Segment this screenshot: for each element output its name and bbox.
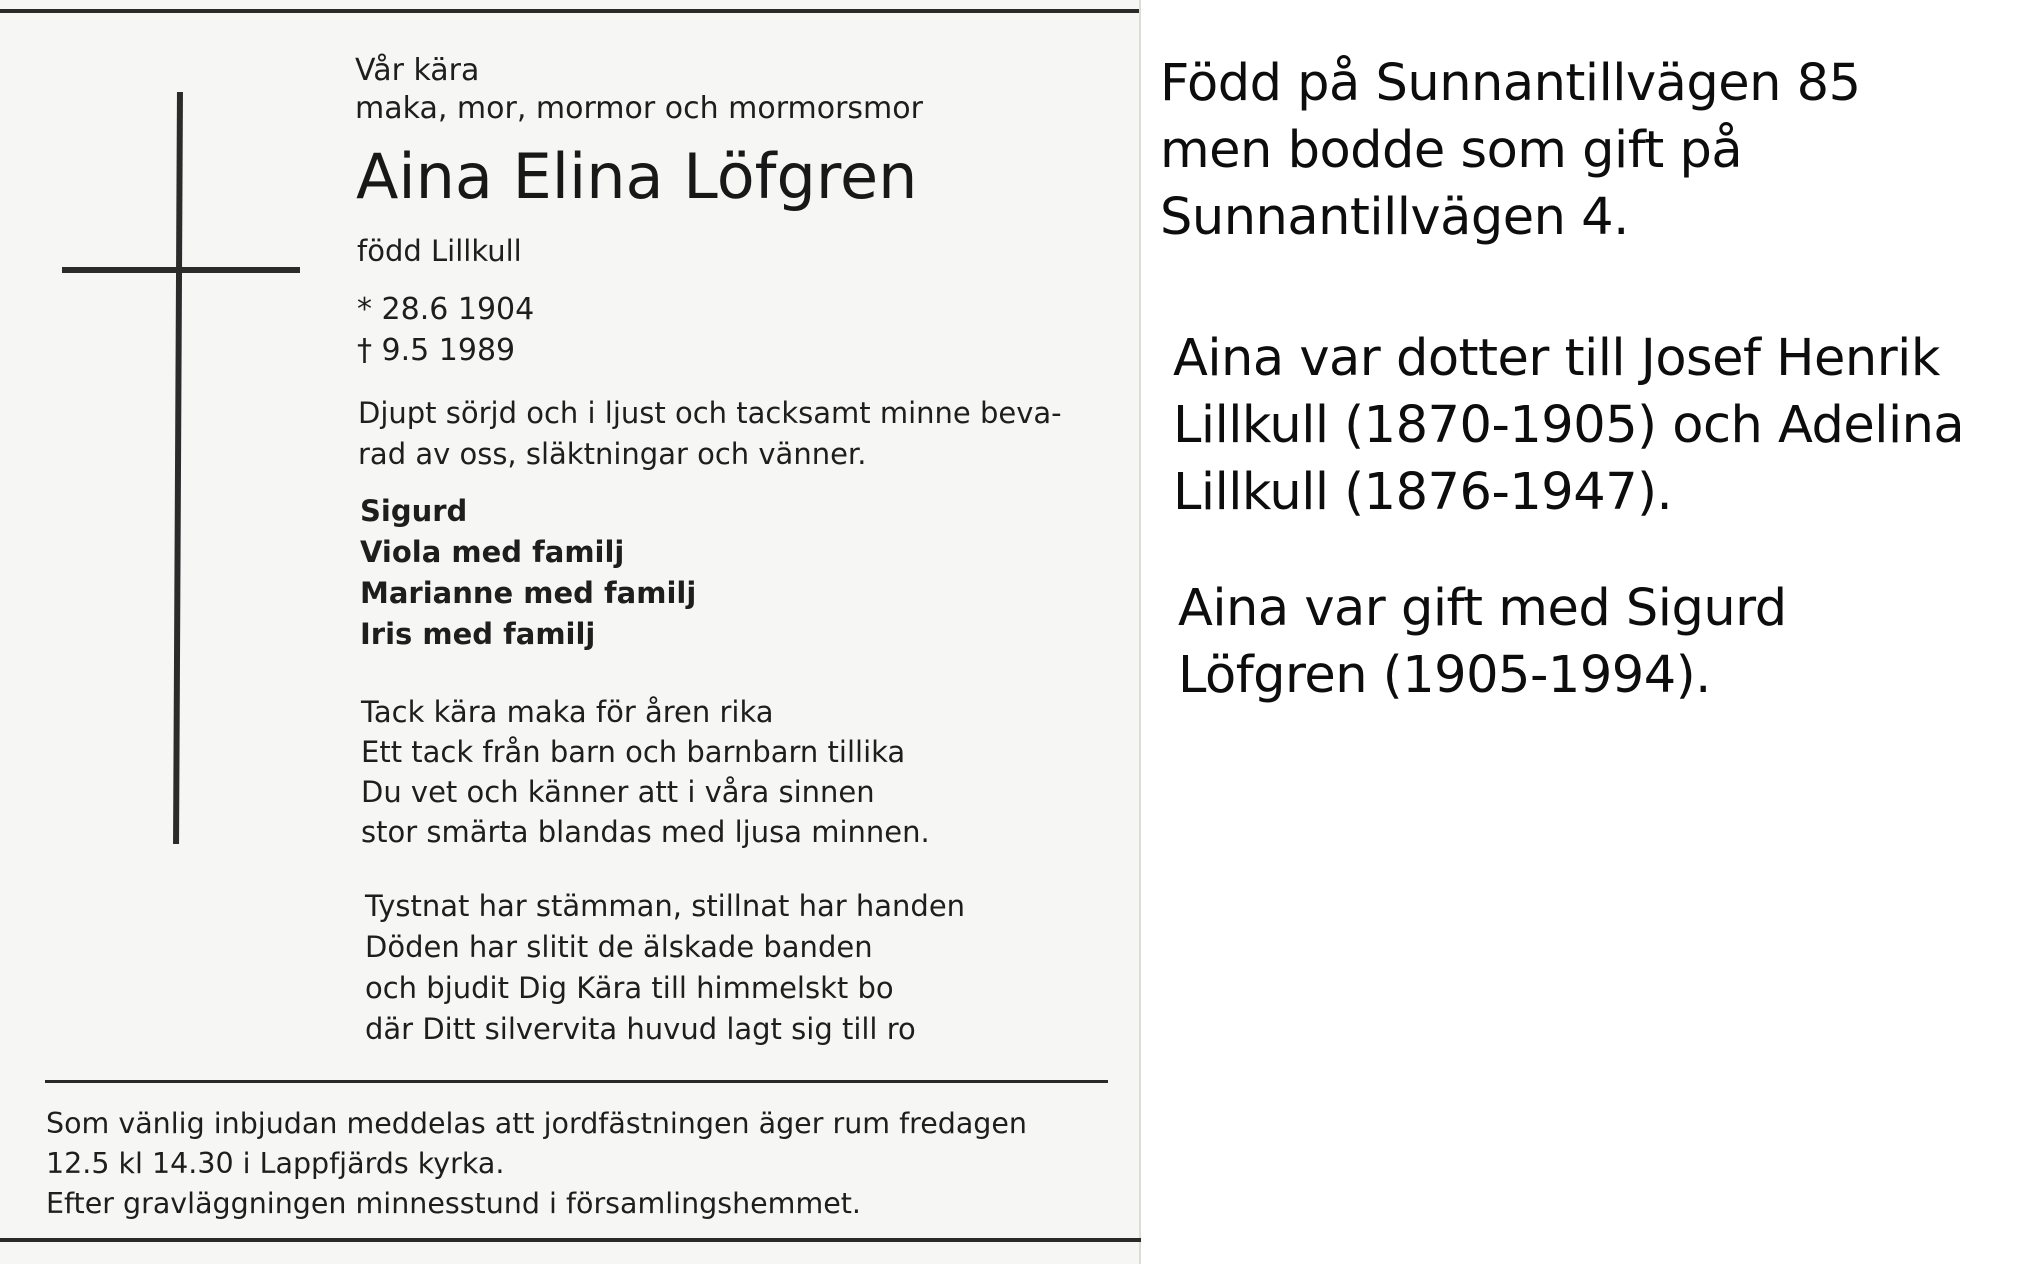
mourner: Marianne med familj	[360, 576, 697, 610]
annotation-line: Lillkull (1870-1905) och Adelina	[1173, 396, 1965, 455]
poem-line: och bjudit Dig Kära till himmelskt bo	[365, 971, 894, 1005]
maiden-name: född Lillkull	[357, 234, 522, 268]
annotation-line: men bodde som gift på	[1160, 121, 1743, 180]
annotation-spouse	[1178, 575, 1787, 709]
annotation-line: Aina var gift med Sigurd	[1178, 579, 1787, 638]
poem-line: Ett tack från barn och barnbarn tillika	[361, 735, 906, 769]
poem-line: Tack kära maka för åren rika	[361, 695, 774, 729]
poem-line: Du vet och känner att i våra sinnen	[361, 775, 875, 809]
mourner: Viola med familj	[360, 535, 625, 569]
obituary-intro	[355, 52, 923, 128]
poem-stanza-1	[361, 692, 930, 852]
mourner: Sigurd	[360, 494, 468, 528]
intro-line: maka, mor, mormor och mormorsmor	[355, 91, 923, 126]
mourning-line: Djupt sörjd och i ljust och tacksamt minne beva-	[358, 396, 1062, 430]
annotation-line: Lillkull (1876-1947).	[1173, 463, 1673, 522]
funeral-notice-line: Efter gravläggningen minnesstund i församlingshemmet.	[46, 1187, 861, 1220]
annotation-line: Aina var dotter till Josef Henrik	[1173, 329, 1940, 388]
mourning-line: rad av oss, släktningar och vänner.	[358, 437, 867, 471]
death-date: † 9.5 1989	[357, 333, 516, 368]
intro-line: Vår kära	[355, 53, 480, 88]
cross-icon-vertical-bar	[173, 92, 183, 844]
funeral-notice-line: 12.5 kl 14.30 i Lappfjärds kyrka.	[46, 1147, 505, 1180]
poem-stanza-2	[365, 886, 965, 1050]
annotation-line: Sunnantillvägen 4.	[1160, 188, 1629, 247]
annotation-parents	[1173, 325, 1964, 526]
funeral-notice-line: Som vänlig inbjudan meddelas att jordfästningen äger rum fredagen	[46, 1107, 1027, 1140]
birth-date: * 28.6 1904	[357, 292, 535, 327]
mourner: Iris med familj	[360, 617, 596, 651]
clipping-top-rule	[0, 9, 1141, 13]
poem-line: stor smärta blandas med ljusa minnen.	[361, 815, 930, 849]
separator-rule	[45, 1080, 1108, 1083]
poem-line: Tystnat har stämman, stillnat har handen	[365, 889, 966, 923]
annotation-line: Löfgren (1905-1994).	[1178, 646, 1711, 705]
annotation-line: Född på Sunnantillvägen 85	[1160, 54, 1861, 113]
mourners-list	[360, 491, 696, 655]
life-dates	[357, 289, 534, 371]
cross-icon-horizontal-bar	[62, 267, 300, 273]
clipping-bottom-rule	[0, 1238, 1141, 1242]
funeral-notice	[46, 1104, 1027, 1224]
deceased-name: Aina Elina Löfgren	[356, 140, 918, 213]
mourning-text	[358, 393, 1062, 475]
clipping-right-edge	[1139, 0, 1141, 1264]
poem-line: Döden har slitit de älskade banden	[365, 930, 873, 964]
annotation-address	[1160, 50, 1861, 251]
poem-line: där Ditt silvervita huvud lagt sig till ro	[365, 1012, 916, 1046]
